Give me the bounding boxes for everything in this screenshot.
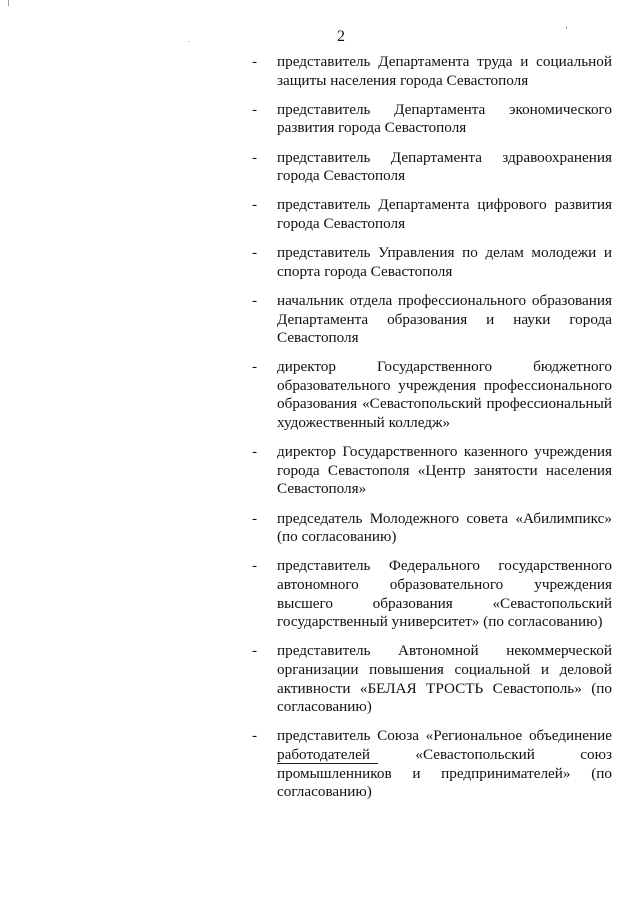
- scan-speck: [188, 41, 189, 42]
- member-item: [252, 101, 612, 138]
- list-dash: -: [252, 557, 258, 575]
- member-item: [252, 196, 612, 233]
- list-dash: -: [252, 148, 258, 166]
- scan-speck: [8, 0, 9, 6]
- member-text: представитель Департамента здравоохранения города Севастополя: [277, 148, 612, 185]
- member-list: [252, 53, 612, 812]
- member-text: представитель Федерального государственного автономного образовательного учреждения высшего образования «Севастопольский государственный университет» (по согласованию): [277, 557, 612, 631]
- list-dash: -: [252, 509, 258, 527]
- list-dash: -: [252, 642, 258, 660]
- list-dash: -: [252, 244, 258, 262]
- list-dash: -: [252, 291, 258, 309]
- member-text: председатель Молодежного совета «Абилимпикс» (по согласованию): [277, 509, 612, 546]
- page-number: 2: [337, 28, 345, 45]
- scan-speck: [566, 26, 567, 29]
- member-text: директор Государственного бюджетного образовательного учреждения профессионального образования «Севастопольский профессиональный художественный колледж»: [277, 358, 612, 432]
- member-item: [252, 443, 612, 499]
- member-item: [252, 510, 612, 547]
- member-text: директор Государственного казенного учреждения города Севастополя «Центр занятости населения Севастополя»: [277, 443, 612, 498]
- member-item: [252, 149, 612, 186]
- member-text: представитель Департамента цифрового развития города Севастополя: [277, 196, 612, 232]
- member-item: [252, 358, 612, 432]
- member-item: [252, 53, 612, 90]
- member-text: начальник отдела профессионального образования Департамента образования и науки города Севастополя: [277, 291, 612, 347]
- member-item: [252, 557, 612, 631]
- closing-rule: [277, 763, 378, 764]
- member-item: [252, 292, 612, 348]
- member-item: [252, 727, 612, 801]
- list-dash: -: [252, 358, 258, 376]
- member-text: представитель Автономной некоммерческой организации повышения социальной и деловой активности «БЕЛАЯ ТРОСТЬ Севастополь» (по согласованию): [277, 642, 612, 716]
- list-dash: -: [252, 727, 258, 745]
- list-dash: -: [252, 196, 258, 214]
- member-text: представитель Департамента экономического развития города Севастополя: [277, 100, 612, 137]
- list-dash: -: [252, 443, 258, 461]
- member-text: представитель Союза «Региональное объединение работодателей «Севастопольский союз промышленников и предпринимателей» (по согласованию): [277, 727, 612, 801]
- member-item: [252, 642, 612, 716]
- member-text: представитель Управления по делам молодежи и спорта города Севастополя: [277, 244, 612, 280]
- list-dash: -: [252, 53, 258, 70]
- member-item: [252, 244, 612, 281]
- member-text: представитель Департамента труда и социальной защиты населения города Севастополя: [277, 53, 612, 89]
- list-dash: -: [252, 100, 258, 118]
